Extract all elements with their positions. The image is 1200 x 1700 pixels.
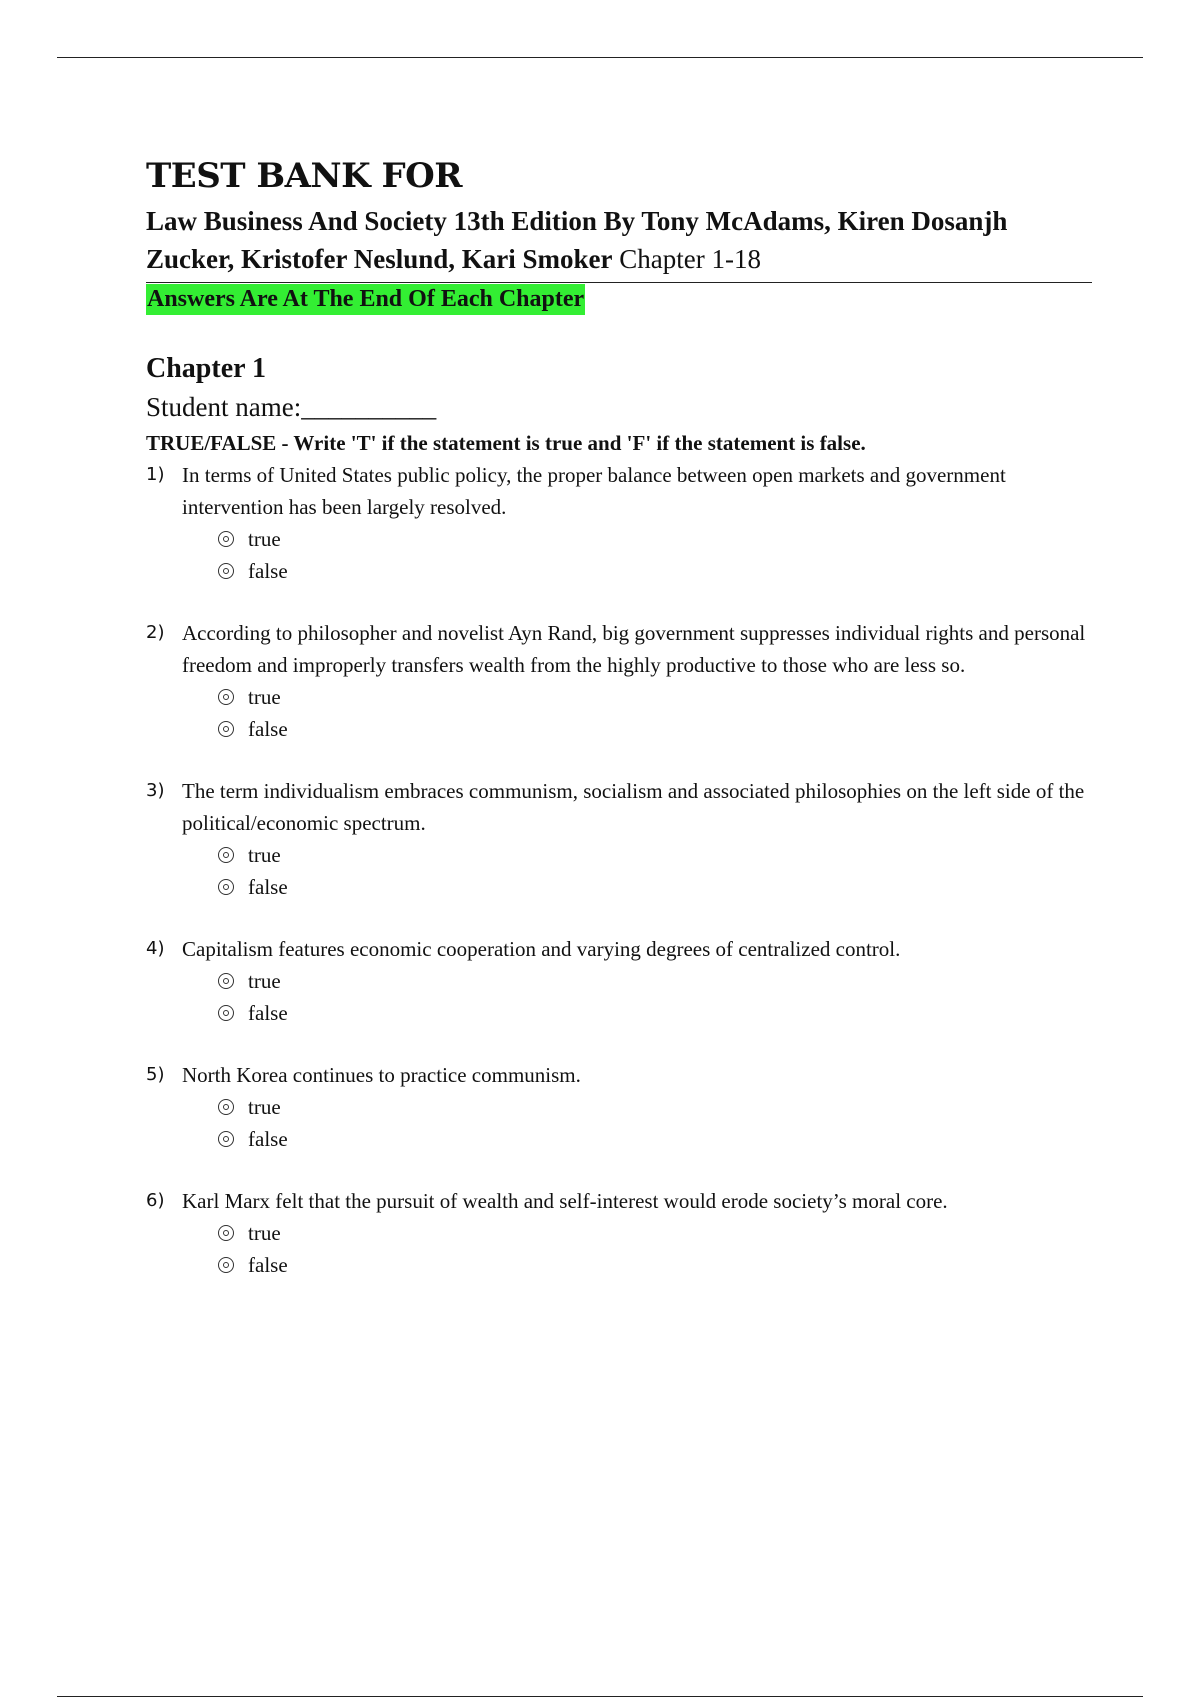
answer-option-false[interactable] bbox=[218, 713, 1092, 745]
top-rule bbox=[57, 57, 1143, 58]
option-label: false bbox=[248, 1001, 288, 1025]
option-label: false bbox=[248, 559, 288, 583]
document-body bbox=[146, 150, 1092, 1311]
answer-option-true[interactable] bbox=[218, 681, 1092, 713]
radio-icon[interactable] bbox=[218, 689, 234, 705]
answer-option-false[interactable] bbox=[218, 871, 1092, 903]
option-label: false bbox=[248, 875, 288, 899]
option-label: false bbox=[248, 1127, 288, 1151]
question-list bbox=[146, 459, 1092, 1311]
question-item bbox=[146, 617, 1092, 775]
answer-option-false[interactable] bbox=[218, 997, 1092, 1029]
question-text: According to philosopher and novelist Ayn Rand, big government suppresses individual rights and personal freedom and improperly transfers wealth from the highly productive to those who are less so. bbox=[182, 621, 1086, 677]
question-text: In terms of United States public policy, the proper balance between open markets and government intervention has been largely resolved. bbox=[182, 463, 1006, 519]
answer-options bbox=[218, 839, 1092, 903]
option-label: false bbox=[248, 717, 288, 741]
radio-icon[interactable] bbox=[218, 721, 234, 737]
question-item bbox=[146, 775, 1092, 933]
option-label: true bbox=[248, 685, 281, 709]
radio-icon[interactable] bbox=[218, 1099, 234, 1115]
question-text: The term individualism embraces communism, socialism and associated philosophies on the left side of the political/economic spectrum. bbox=[182, 779, 1085, 835]
subtitle-book-info: Law Business And Society 13th Edition By Tony McAdams, Kiren Dosanjh Zucker, Kristofer Neslund, Kari Smoker bbox=[146, 206, 1008, 274]
answer-option-true[interactable] bbox=[218, 1217, 1092, 1249]
radio-icon[interactable] bbox=[218, 847, 234, 863]
document-title: TEST BANK FOR bbox=[146, 156, 463, 196]
answer-option-true[interactable] bbox=[218, 839, 1092, 871]
option-label: false bbox=[248, 1253, 288, 1277]
question-number: 5) bbox=[146, 1064, 165, 1085]
answers-note-highlight: Answers Are At The End Of Each Chapter bbox=[146, 284, 585, 315]
question-item bbox=[146, 1185, 1092, 1311]
question-number: 6) bbox=[146, 1190, 165, 1211]
answer-option-true[interactable] bbox=[218, 523, 1092, 555]
chapter-heading: Chapter 1 bbox=[146, 353, 267, 384]
answer-option-true[interactable] bbox=[218, 965, 1092, 997]
answer-options bbox=[218, 1091, 1092, 1155]
option-label: true bbox=[248, 1221, 281, 1245]
radio-icon[interactable] bbox=[218, 1131, 234, 1147]
answer-options bbox=[218, 523, 1092, 587]
subtitle-chapter-range: Chapter 1-18 bbox=[612, 244, 761, 274]
bottom-rule bbox=[57, 1696, 1143, 1697]
radio-icon[interactable] bbox=[218, 1225, 234, 1241]
answer-options bbox=[218, 681, 1092, 745]
question-item bbox=[146, 459, 1092, 617]
option-label: true bbox=[248, 527, 281, 551]
question-number: 4) bbox=[146, 938, 165, 959]
question-item bbox=[146, 933, 1092, 1059]
radio-icon[interactable] bbox=[218, 879, 234, 895]
answer-option-true[interactable] bbox=[218, 1091, 1092, 1123]
answer-option-false[interactable] bbox=[218, 1249, 1092, 1281]
question-text: Capitalism features economic cooperation and varying degrees of centralized control. bbox=[182, 937, 901, 961]
question-text: Karl Marx felt that the pursuit of wealth and self-interest would erode society’s moral core. bbox=[182, 1189, 948, 1213]
question-text: North Korea continues to practice communism. bbox=[182, 1063, 581, 1087]
option-label: true bbox=[248, 843, 281, 867]
answer-option-false[interactable] bbox=[218, 555, 1092, 587]
question-item bbox=[146, 1059, 1092, 1185]
radio-icon[interactable] bbox=[218, 1005, 234, 1021]
radio-icon[interactable] bbox=[218, 1257, 234, 1273]
document-subtitle bbox=[146, 202, 1092, 278]
radio-icon[interactable] bbox=[218, 973, 234, 989]
answer-options bbox=[218, 965, 1092, 1029]
answer-options bbox=[218, 1217, 1092, 1281]
question-number: 1) bbox=[146, 464, 165, 485]
option-label: true bbox=[248, 1095, 281, 1119]
question-number: 3) bbox=[146, 780, 165, 801]
student-name-field: Student name:__________ bbox=[146, 392, 437, 422]
option-label: true bbox=[248, 969, 281, 993]
answer-option-false[interactable] bbox=[218, 1123, 1092, 1155]
radio-icon[interactable] bbox=[218, 531, 234, 547]
radio-icon[interactable] bbox=[218, 563, 234, 579]
instructions: TRUE/FALSE - Write 'T' if the statement is true and 'F' if the statement is false. bbox=[146, 431, 866, 455]
question-number: 2) bbox=[146, 622, 165, 643]
